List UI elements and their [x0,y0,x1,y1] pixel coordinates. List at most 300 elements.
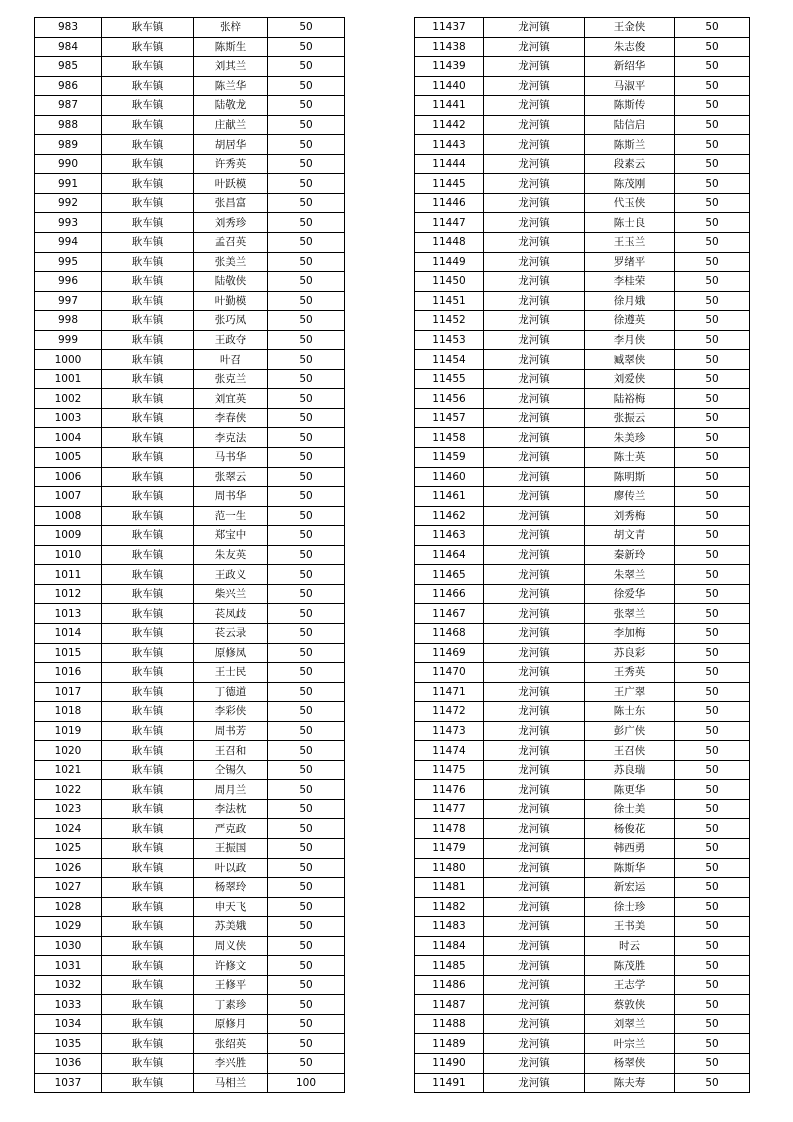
amount-cell: 50 [675,760,750,780]
row-number-cell: 11481 [415,878,484,898]
row-number-cell: 1002 [35,389,102,409]
amount-cell: 50 [268,408,345,428]
table-row [415,272,750,292]
town-cell: 龙河镇 [484,760,585,780]
town-cell: 龙河镇 [484,623,585,643]
row-number-cell: 998 [35,311,102,331]
town-cell: 龙河镇 [484,57,585,77]
table-row [415,604,750,624]
name-cell: 陈明斯 [585,467,675,487]
row-number-cell: 11449 [415,252,484,272]
row-number-cell: 1020 [35,741,102,761]
table-row [415,135,750,155]
table-row [415,545,750,565]
row-number-cell: 1013 [35,604,102,624]
row-number-cell: 1005 [35,448,102,468]
town-cell: 龙河镇 [484,721,585,741]
town-cell: 龙河镇 [484,897,585,917]
town-cell: 龙河镇 [484,526,585,546]
table-row [35,682,345,702]
amount-cell: 50 [675,858,750,878]
row-number-cell: 11485 [415,956,484,976]
row-number-cell: 11438 [415,37,484,57]
amount-cell: 50 [268,252,345,272]
table-row [415,330,750,350]
amount-cell: 50 [675,135,750,155]
row-number-cell: 1022 [35,780,102,800]
name-cell: 苌云录 [194,623,268,643]
name-cell: 范一生 [194,506,268,526]
amount-cell: 50 [268,369,345,389]
amount-cell: 50 [675,584,750,604]
town-cell: 耿车镇 [102,584,194,604]
name-cell: 王政夺 [194,330,268,350]
table-row [415,389,750,409]
row-number-cell: 11471 [415,682,484,702]
row-number-cell: 11456 [415,389,484,409]
table-row [35,135,345,155]
row-number-cell: 11475 [415,760,484,780]
table-row [415,936,750,956]
town-cell: 龙河镇 [484,467,585,487]
table-row [35,389,345,409]
amount-cell: 50 [268,506,345,526]
town-cell: 龙河镇 [484,565,585,585]
amount-cell: 50 [675,643,750,663]
town-cell: 耿车镇 [102,936,194,956]
row-number-cell: 11490 [415,1053,484,1073]
row-number-cell: 1019 [35,721,102,741]
amount-cell: 50 [268,760,345,780]
town-cell: 耿车镇 [102,838,194,858]
name-cell: 马书华 [194,448,268,468]
name-cell: 陈斯生 [194,37,268,57]
amount-cell: 50 [268,18,345,38]
row-number-cell: 1003 [35,408,102,428]
row-number-cell: 11476 [415,780,484,800]
table-row [415,311,750,331]
row-number-cell: 11460 [415,467,484,487]
town-cell: 耿车镇 [102,545,194,565]
row-number-cell: 11441 [415,96,484,116]
table-row [415,506,750,526]
table-row [35,760,345,780]
name-cell: 苏美娥 [194,917,268,937]
town-cell: 龙河镇 [484,975,585,995]
name-cell: 陆信启 [585,115,675,135]
name-cell: 王玉兰 [585,233,675,253]
town-cell: 龙河镇 [484,956,585,976]
name-cell: 原修凤 [194,643,268,663]
table-row [35,467,345,487]
table-row [35,623,345,643]
town-cell: 耿车镇 [102,18,194,38]
town-cell: 龙河镇 [484,135,585,155]
table-row [35,702,345,722]
table-row [415,838,750,858]
row-number-cell: 995 [35,252,102,272]
name-cell: 徐爱华 [585,584,675,604]
amount-cell: 50 [268,917,345,937]
table-row [35,57,345,77]
amount-cell: 50 [675,741,750,761]
name-cell: 段素云 [585,154,675,174]
row-number-cell: 1006 [35,467,102,487]
amount-cell: 50 [675,663,750,683]
table-row [415,487,750,507]
amount-cell: 50 [675,115,750,135]
table-row [35,428,345,448]
amount-cell: 50 [268,995,345,1015]
row-number-cell: 11483 [415,917,484,937]
table-row [35,115,345,135]
amount-cell: 50 [675,936,750,956]
table-row [415,643,750,663]
town-cell: 耿车镇 [102,135,194,155]
town-cell: 龙河镇 [484,643,585,663]
amount-cell: 50 [675,37,750,57]
name-cell: 杨俊花 [585,819,675,839]
row-number-cell: 11454 [415,350,484,370]
name-cell: 王广翠 [585,682,675,702]
town-cell: 耿车镇 [102,448,194,468]
row-number-cell: 11452 [415,311,484,331]
town-cell: 耿车镇 [102,467,194,487]
name-cell: 王振国 [194,838,268,858]
amount-cell: 50 [675,897,750,917]
row-number-cell: 1025 [35,838,102,858]
amount-cell: 50 [268,858,345,878]
name-cell: 许秀英 [194,154,268,174]
name-cell: 胡居华 [194,135,268,155]
town-cell: 耿车镇 [102,565,194,585]
town-cell: 耿车镇 [102,428,194,448]
table-row [35,96,345,116]
town-cell: 耿车镇 [102,741,194,761]
row-number-cell: 999 [35,330,102,350]
amount-cell: 50 [675,193,750,213]
amount-cell: 50 [268,838,345,858]
name-cell: 张梓 [194,18,268,38]
amount-cell: 50 [268,623,345,643]
name-cell: 刘翠兰 [585,1014,675,1034]
town-cell: 龙河镇 [484,448,585,468]
amount-cell: 50 [675,1034,750,1054]
name-cell: 杨翠侠 [585,1053,675,1073]
name-cell: 陈斯华 [585,858,675,878]
name-cell: 徐遵英 [585,311,675,331]
town-cell: 龙河镇 [484,408,585,428]
town-cell: 耿车镇 [102,623,194,643]
row-number-cell: 996 [35,272,102,292]
town-cell: 耿车镇 [102,233,194,253]
table-row [35,878,345,898]
amount-cell: 50 [268,936,345,956]
name-cell: 李月侠 [585,330,675,350]
amount-cell: 50 [268,545,345,565]
table-row [415,233,750,253]
town-cell: 耿车镇 [102,760,194,780]
amount-cell: 50 [675,956,750,976]
town-cell: 龙河镇 [484,96,585,116]
name-cell: 徐月娥 [585,291,675,311]
town-cell: 龙河镇 [484,213,585,233]
town-cell: 龙河镇 [484,291,585,311]
amount-cell: 50 [675,526,750,546]
table-row [415,428,750,448]
amount-cell: 50 [268,213,345,233]
name-cell: 叶勤模 [194,291,268,311]
name-cell: 陈夫寿 [585,1073,675,1093]
table-row [35,408,345,428]
amount-cell: 50 [675,799,750,819]
town-cell: 耿车镇 [102,174,194,194]
table-row [415,57,750,77]
row-number-cell: 11472 [415,702,484,722]
name-cell: 胡文青 [585,526,675,546]
name-cell: 时云 [585,936,675,956]
amount-cell: 50 [268,76,345,96]
table-row [415,96,750,116]
amount-cell: 50 [268,565,345,585]
amount-cell: 50 [268,663,345,683]
town-cell: 龙河镇 [484,76,585,96]
town-cell: 龙河镇 [484,506,585,526]
table-row [35,799,345,819]
row-number-cell: 11488 [415,1014,484,1034]
name-cell: 新绍华 [585,57,675,77]
table-row [415,663,750,683]
row-number-cell: 11484 [415,936,484,956]
amount-cell: 50 [268,975,345,995]
table-row [35,487,345,507]
name-cell: 刘其兰 [194,57,268,77]
row-number-cell: 11480 [415,858,484,878]
amount-cell: 50 [268,272,345,292]
table-row [415,897,750,917]
amount-cell: 50 [268,174,345,194]
name-cell: 徐士美 [585,799,675,819]
table-row [35,272,345,292]
name-cell: 朱志俊 [585,37,675,57]
town-cell: 耿车镇 [102,1073,194,1093]
name-cell: 陈士英 [585,448,675,468]
table-row [35,154,345,174]
amount-cell: 50 [268,389,345,409]
name-cell: 朱美珍 [585,428,675,448]
town-cell: 耿车镇 [102,115,194,135]
amount-cell: 50 [675,57,750,77]
amount-cell: 50 [675,545,750,565]
name-cell: 刘秀梅 [585,506,675,526]
town-cell: 龙河镇 [484,350,585,370]
name-cell: 马相兰 [194,1073,268,1093]
name-cell: 李桂荣 [585,272,675,292]
amount-cell: 50 [268,115,345,135]
table-row [415,565,750,585]
town-cell: 耿车镇 [102,917,194,937]
name-cell: 杨翠玲 [194,878,268,898]
row-number-cell: 1034 [35,1014,102,1034]
name-cell: 庄献兰 [194,115,268,135]
name-cell: 王修平 [194,975,268,995]
town-cell: 龙河镇 [484,389,585,409]
name-cell: 陈士东 [585,702,675,722]
table-row [415,448,750,468]
town-cell: 龙河镇 [484,702,585,722]
amount-cell: 50 [675,18,750,38]
name-cell: 王秀英 [585,663,675,683]
name-cell: 王召和 [194,741,268,761]
row-number-cell: 1012 [35,584,102,604]
amount-cell: 50 [268,702,345,722]
name-cell: 代玉侠 [585,193,675,213]
table-row [35,1073,345,1093]
amount-cell: 50 [268,780,345,800]
table-row [35,37,345,57]
amount-cell: 50 [675,702,750,722]
table-row [35,1014,345,1034]
name-cell: 周书芳 [194,721,268,741]
table-row [35,369,345,389]
table-row [35,819,345,839]
amount-cell: 50 [268,330,345,350]
row-number-cell: 11462 [415,506,484,526]
table-row [415,350,750,370]
row-number-cell: 11444 [415,154,484,174]
row-number-cell: 1029 [35,917,102,937]
name-cell: 张美兰 [194,252,268,272]
town-cell: 龙河镇 [484,487,585,507]
amount-cell: 50 [268,311,345,331]
name-cell: 马淑平 [585,76,675,96]
row-number-cell: 1035 [35,1034,102,1054]
row-number-cell: 11443 [415,135,484,155]
name-cell: 叶跃模 [194,174,268,194]
town-cell: 耿车镇 [102,213,194,233]
row-number-cell: 11461 [415,487,484,507]
town-cell: 耿车镇 [102,643,194,663]
name-cell: 丁德道 [194,682,268,702]
town-cell: 龙河镇 [484,1073,585,1093]
row-number-cell: 11457 [415,408,484,428]
town-cell: 龙河镇 [484,584,585,604]
table-row [415,369,750,389]
table-row [415,1053,750,1073]
name-cell: 申天飞 [194,897,268,917]
row-number-cell: 1031 [35,956,102,976]
row-number-cell: 983 [35,18,102,38]
town-cell: 耿车镇 [102,311,194,331]
table-row [415,956,750,976]
amount-cell: 50 [268,291,345,311]
table-row [35,956,345,976]
amount-cell: 50 [268,741,345,761]
right-roster-body [415,18,750,1093]
name-cell: 廖传兰 [585,487,675,507]
row-number-cell: 11445 [415,174,484,194]
amount-cell: 50 [268,956,345,976]
amount-cell: 50 [675,721,750,741]
table-row [415,682,750,702]
table-row [415,1014,750,1034]
amount-cell: 50 [268,467,345,487]
town-cell: 龙河镇 [484,369,585,389]
name-cell: 王书美 [585,917,675,937]
row-number-cell: 11440 [415,76,484,96]
amount-cell: 50 [268,37,345,57]
left-roster-body [35,18,345,1093]
amount-cell: 50 [675,213,750,233]
table-row [35,995,345,1015]
town-cell: 龙河镇 [484,115,585,135]
name-cell: 张巧凤 [194,311,268,331]
amount-cell: 50 [675,975,750,995]
name-cell: 李法枕 [194,799,268,819]
town-cell: 龙河镇 [484,995,585,1015]
amount-cell: 50 [675,780,750,800]
row-number-cell: 1008 [35,506,102,526]
row-number-cell: 997 [35,291,102,311]
name-cell: 柴兴兰 [194,584,268,604]
town-cell: 龙河镇 [484,663,585,683]
town-cell: 耿车镇 [102,487,194,507]
name-cell: 张绍英 [194,1034,268,1054]
name-cell: 李春侠 [194,408,268,428]
town-cell: 耿车镇 [102,350,194,370]
town-cell: 龙河镇 [484,154,585,174]
table-row [35,311,345,331]
town-cell: 耿车镇 [102,1014,194,1034]
town-cell: 耿车镇 [102,76,194,96]
table-row [415,18,750,38]
town-cell: 耿车镇 [102,780,194,800]
table-row [35,545,345,565]
table-row [415,291,750,311]
amount-cell: 50 [268,448,345,468]
table-row [415,526,750,546]
amount-cell: 50 [268,487,345,507]
row-number-cell: 11448 [415,233,484,253]
row-number-cell: 987 [35,96,102,116]
amount-cell: 50 [675,311,750,331]
row-number-cell: 994 [35,233,102,253]
amount-cell: 50 [675,389,750,409]
name-cell: 朱翠兰 [585,565,675,585]
amount-cell: 50 [268,721,345,741]
town-cell: 龙河镇 [484,545,585,565]
table-row [35,663,345,683]
table-row [35,174,345,194]
row-number-cell: 1024 [35,819,102,839]
row-number-cell: 991 [35,174,102,194]
amount-cell: 50 [675,233,750,253]
amount-cell: 50 [675,623,750,643]
row-number-cell: 1009 [35,526,102,546]
amount-cell: 50 [675,838,750,858]
name-cell: 朱友英 [194,545,268,565]
town-cell: 龙河镇 [484,18,585,38]
name-cell: 叶以政 [194,858,268,878]
row-number-cell: 11486 [415,975,484,995]
amount-cell: 50 [268,135,345,155]
name-cell: 许修文 [194,956,268,976]
name-cell: 王金侠 [585,18,675,38]
right-roster-table [414,17,750,1093]
town-cell: 耿车镇 [102,96,194,116]
name-cell: 张克兰 [194,369,268,389]
town-cell: 耿车镇 [102,858,194,878]
